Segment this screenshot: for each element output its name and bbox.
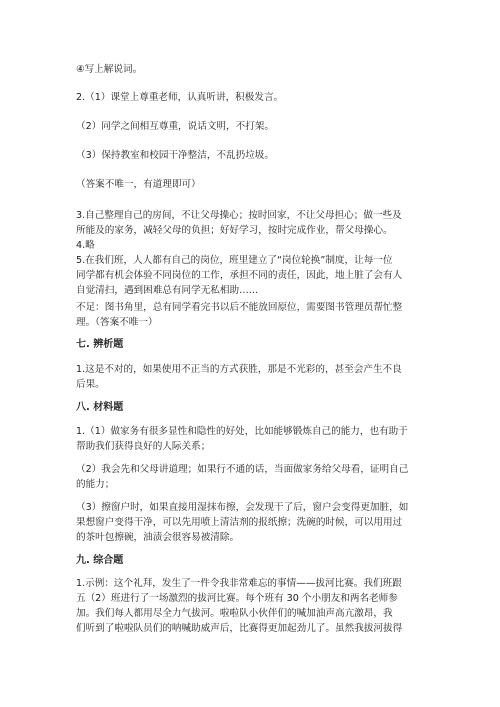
answer-line: 所能及的家务，减轻父母的负担；好好学习，按时完成作业，帮父母操心。	[76, 225, 393, 236]
answer-line: 5.在我们班，人人都有自己的岗位，班里建立了“岗位轮换”制度，让每一位	[76, 255, 393, 266]
answer-line: 们听到了啦啦队员们的呐喊助威声后，比赛得更加起劲儿了。虽然我拔河拔得	[76, 623, 403, 634]
answer-line: 的茶叶包擦碗，油渍会很容易被清除。	[76, 532, 240, 543]
answer-line: （3）保持教室和校园干净整洁，不乱扔垃圾。	[76, 150, 274, 161]
answer-line: 3.自己整理自己的房间，不让父母操心；按时回家，不让父母担心；做一些及	[76, 210, 402, 221]
answer-line: 理。（答案不唯一）	[76, 317, 158, 328]
answer-line: 加。我们每人都用尽全力气拔河。啦啦队小伙伴们的喊加油声高亢激昂，我	[76, 608, 393, 619]
section-heading-8: 八. 材料题	[76, 402, 124, 413]
section-heading-7: 七. 辨析题	[76, 339, 124, 350]
answer-line: 果想窗户变得干净，可以先用喷上清洁剂的报纸擦；洗碗的时候，可以用用过	[76, 517, 403, 528]
answer-line: 自觉清扫，遇到困难总有同学无私相助……	[76, 285, 259, 296]
answer-line: 4.略	[76, 240, 95, 251]
answer-line: ④写上解说词。	[76, 64, 143, 75]
answer-line: 2.（1）课堂上尊重老师，认真听讲，积极发言。	[76, 92, 284, 103]
answer-line: 后果。	[76, 379, 105, 390]
answer-line: 1.（1）做家务有很多显性和隐性的好处，比如能够锻炼自己的能力，也有助于	[76, 426, 408, 437]
answer-line: （2）我会先和父母讲道理；如果行不通的话，当面做家务给父母看，证明自己	[76, 464, 409, 475]
answer-line: 不足：图书角里，总有同学看完书以后不能放回原位，需要图书管理员帮忙整	[76, 302, 403, 313]
answer-line: 五（2）班进行了一场激烈的拔河比赛。每个班有 30 个小朋友和两名老师参	[76, 593, 398, 604]
answer-line: 帮助我们获得良好的人际关系；	[76, 441, 211, 452]
answer-line: 的能力；	[76, 479, 115, 490]
section-heading-9: 九. 综合题	[76, 555, 124, 566]
answer-line: 1.这是不对的，如果使用不正当的方式获胜，那是不光彩的，甚至会产生不良	[76, 364, 402, 375]
answer-line: （2）同学之间相互尊重，说话文明，不打架。	[76, 121, 274, 132]
answer-note: （答案不唯一，有道理即可）	[76, 179, 201, 190]
answer-line: （3）擦窗户时，如果直接用湿抹布擦，会发现干了后，窗户会变得更加脏，如	[76, 502, 409, 513]
answer-line: 1.示例：这个礼拜，发生了一件令我非常难忘的事情——拔河比赛。我们班跟	[76, 578, 402, 589]
answer-line: 同学都有机会体验不同岗位的工作，承担不同的责任，因此，地上脏了会有人	[76, 270, 403, 281]
